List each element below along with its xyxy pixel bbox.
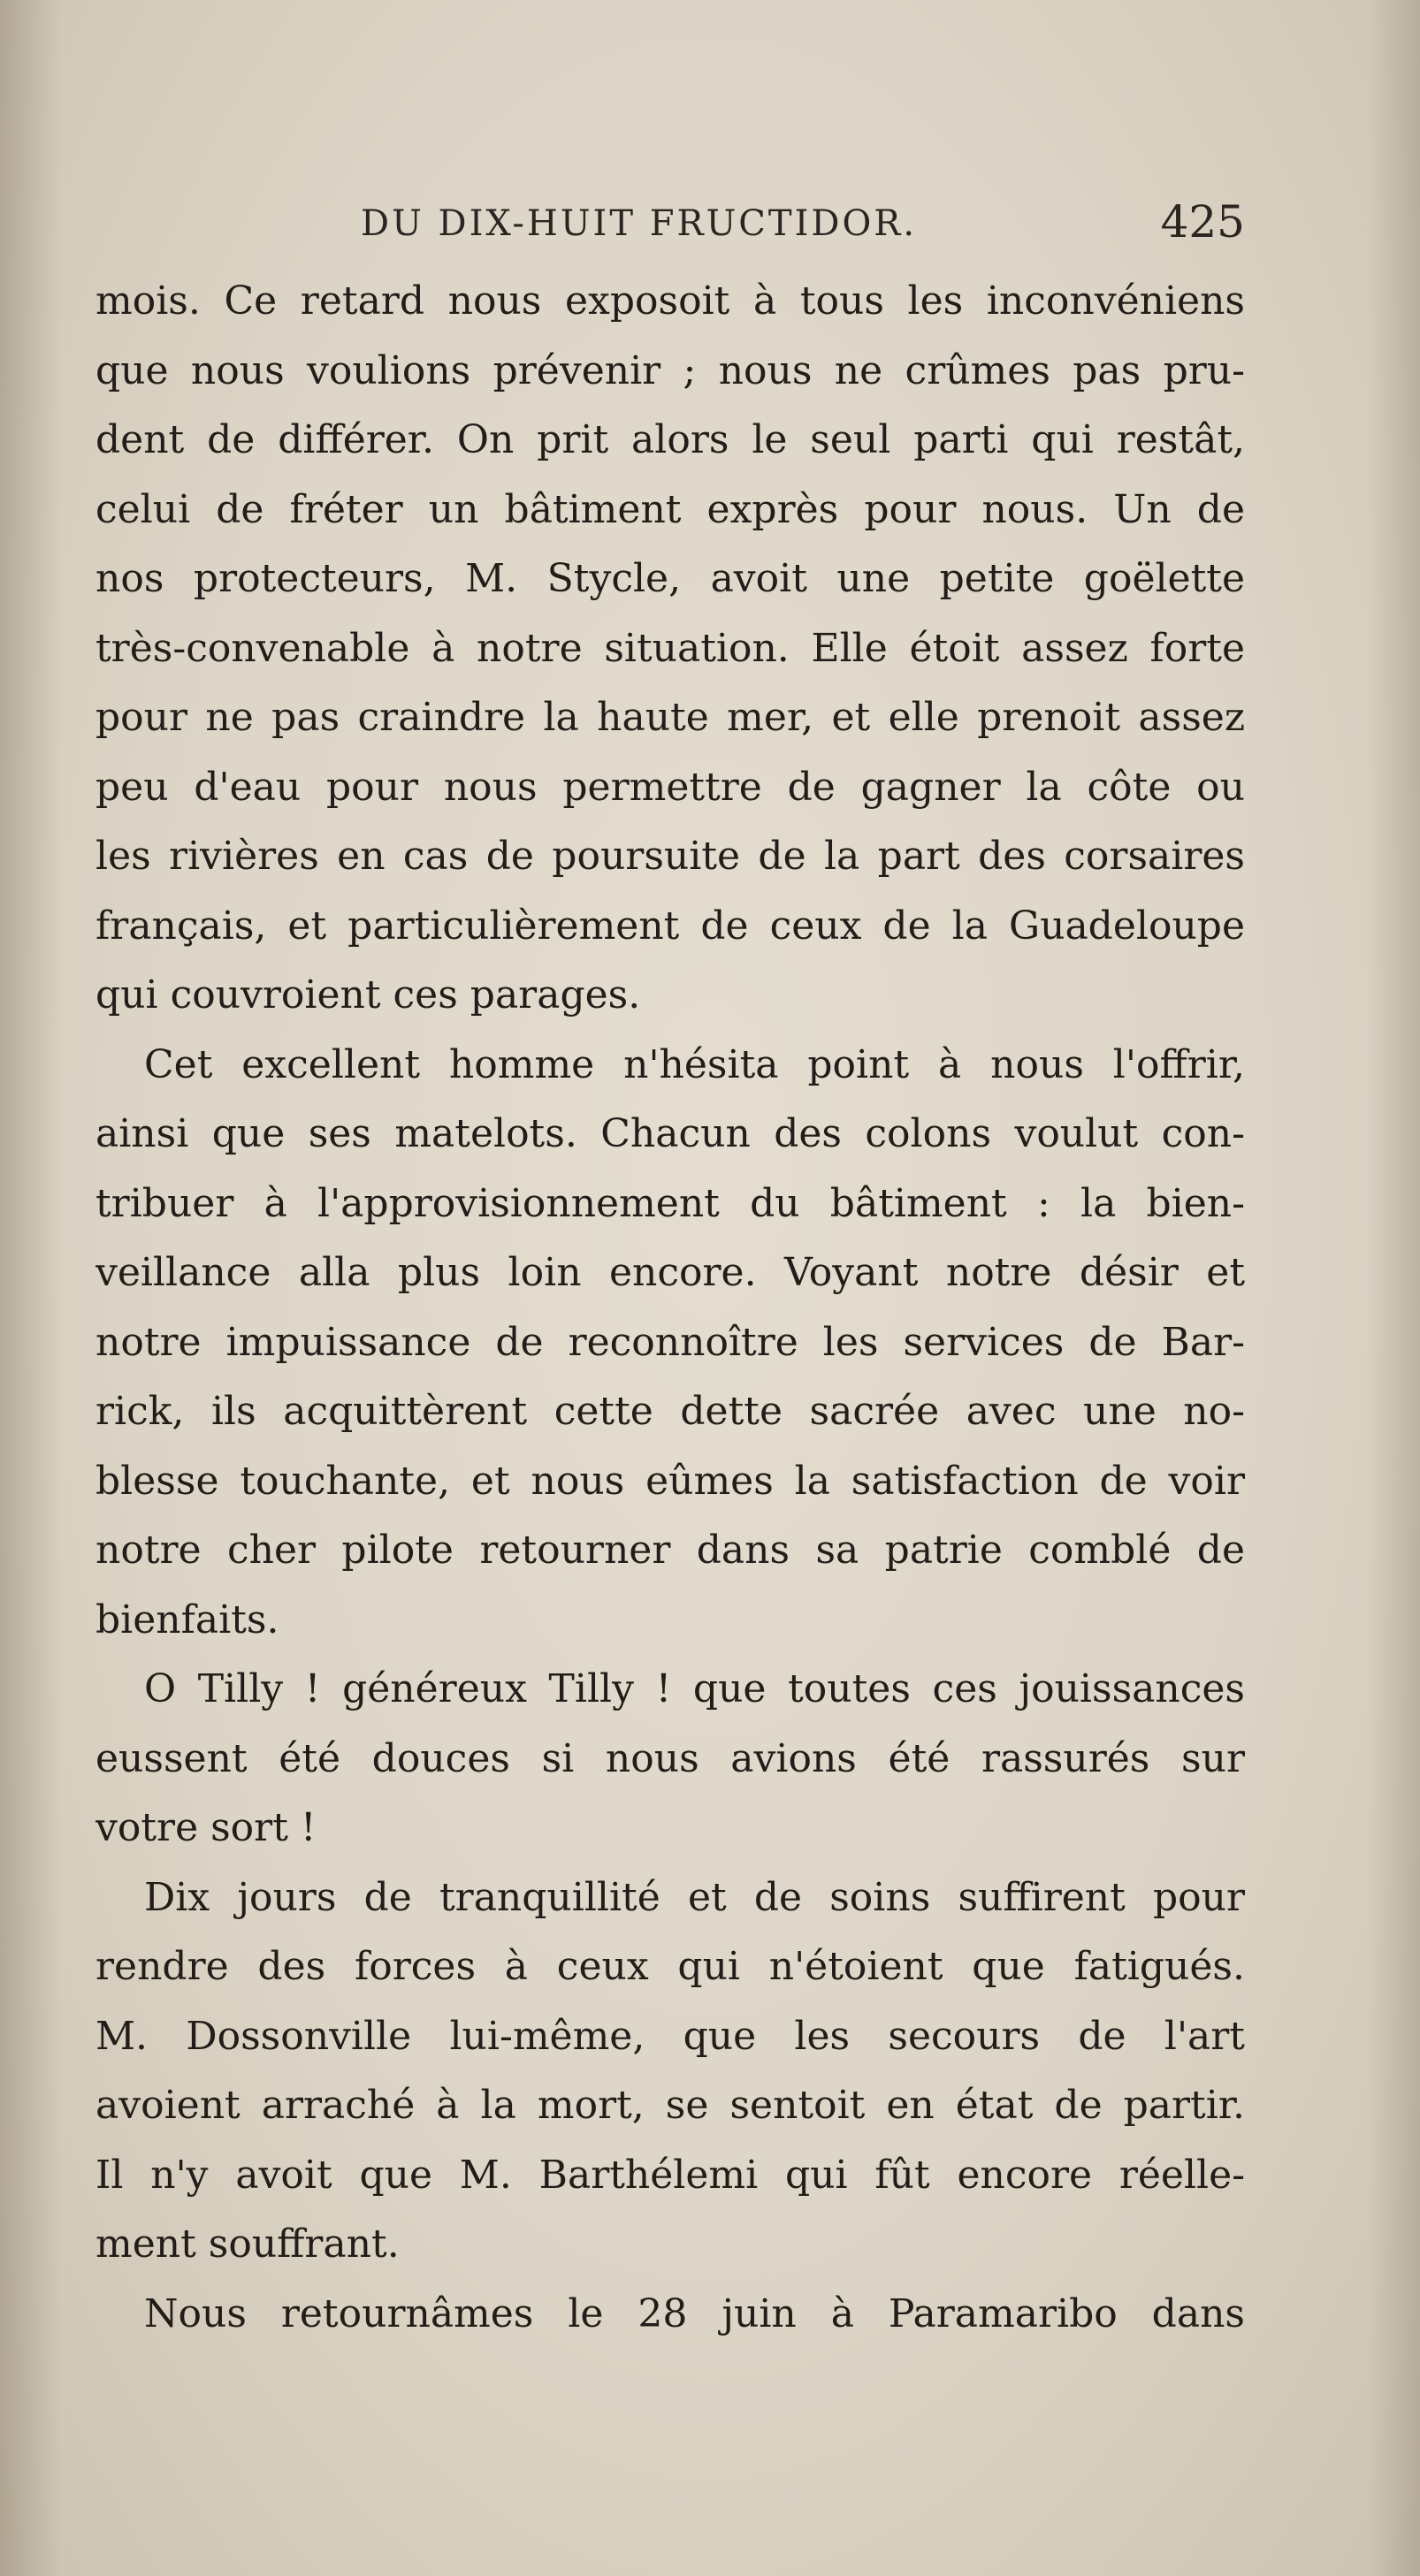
text-line: Nous retournâmes le 28 juin à Paramaribo dans xyxy=(144,2290,1245,2336)
text-line: mois. Ce retard nous exposoit à tous les inconvéniens xyxy=(95,278,1245,324)
text-line: notre cher pilote retourner dans sa patrie comblé de xyxy=(95,1528,1245,1573)
text-line: veillance alla plus loin encore. Voyant notre désir et xyxy=(95,1250,1245,1295)
text-line: qui couvroient ces parages. xyxy=(95,972,641,1017)
text-line: Cet excellent homme n'hésita point à nous l'offrir, xyxy=(144,1041,1245,1087)
text-line: ainsi que ses matelots. Chacun des colons voulut con- xyxy=(95,1111,1245,1156)
page-number: 425 xyxy=(1160,196,1245,248)
text-line: bienfaits. xyxy=(95,1597,279,1642)
text-line: nos protecteurs, M. Stycle, avoit une petite goëlette xyxy=(95,556,1245,601)
running-head xyxy=(95,196,1245,249)
text-line: notre impuissance de reconnoître les services de Bar- xyxy=(95,1319,1245,1365)
text-line: O Tilly ! généreux Tilly ! que toutes ces jouissances xyxy=(144,1666,1245,1711)
body-text xyxy=(95,267,1245,2349)
text-line: blesse touchante, et nous eûmes la satisfaction de voir xyxy=(95,1458,1245,1504)
text-line: Il n'y avoit que M. Barthélemi qui fût encore réelle- xyxy=(95,2152,1245,2198)
text-line: votre sort ! xyxy=(95,1805,317,1850)
running-title: DU DIX-HUIT FRUCTIDOR. xyxy=(361,203,918,244)
text-line: tribuer à l'approvisionnement du bâtiment : la bien- xyxy=(95,1180,1245,1226)
text-line: français, et particulièrement de ceux de la Guadeloupe xyxy=(95,903,1245,949)
text-line: celui de fréter un bâtiment exprès pour nous. Un de xyxy=(95,486,1245,532)
text-line: très-convenable à notre situation. Elle étoit assez forte xyxy=(95,625,1245,671)
text-line: rendre des forces à ceux qui n'étoient que fatigués. xyxy=(95,1944,1245,1989)
text-line: M. Dossonville lui-même, que les secours de l'art xyxy=(95,2013,1245,2059)
text-line: avoient arraché à la mort, se sentoit en état de partir. xyxy=(95,2083,1245,2128)
text-line: rick, ils acquittèrent cette dette sacrée avec une no- xyxy=(95,1389,1245,1434)
text-line: eussent été douces si nous avions été rassurés sur xyxy=(95,1735,1245,1781)
text-line: les rivières en cas de poursuite de la part des corsaires xyxy=(95,834,1245,879)
text-line: ment souffrant. xyxy=(95,2222,400,2267)
text-line: peu d'eau pour nous permettre de gagner la côte ou xyxy=(95,764,1245,810)
text-line: dent de différer. On prit alors le seul parti qui restât, xyxy=(95,417,1245,462)
text-line: pour ne pas craindre la haute mer, et elle prenoit assez xyxy=(95,695,1245,740)
text-line: que nous voulions prévenir ; nous ne crûmes pas pru- xyxy=(95,347,1245,393)
text-line: Dix jours de tranquillité et de soins suffirent pour xyxy=(144,1874,1245,1920)
